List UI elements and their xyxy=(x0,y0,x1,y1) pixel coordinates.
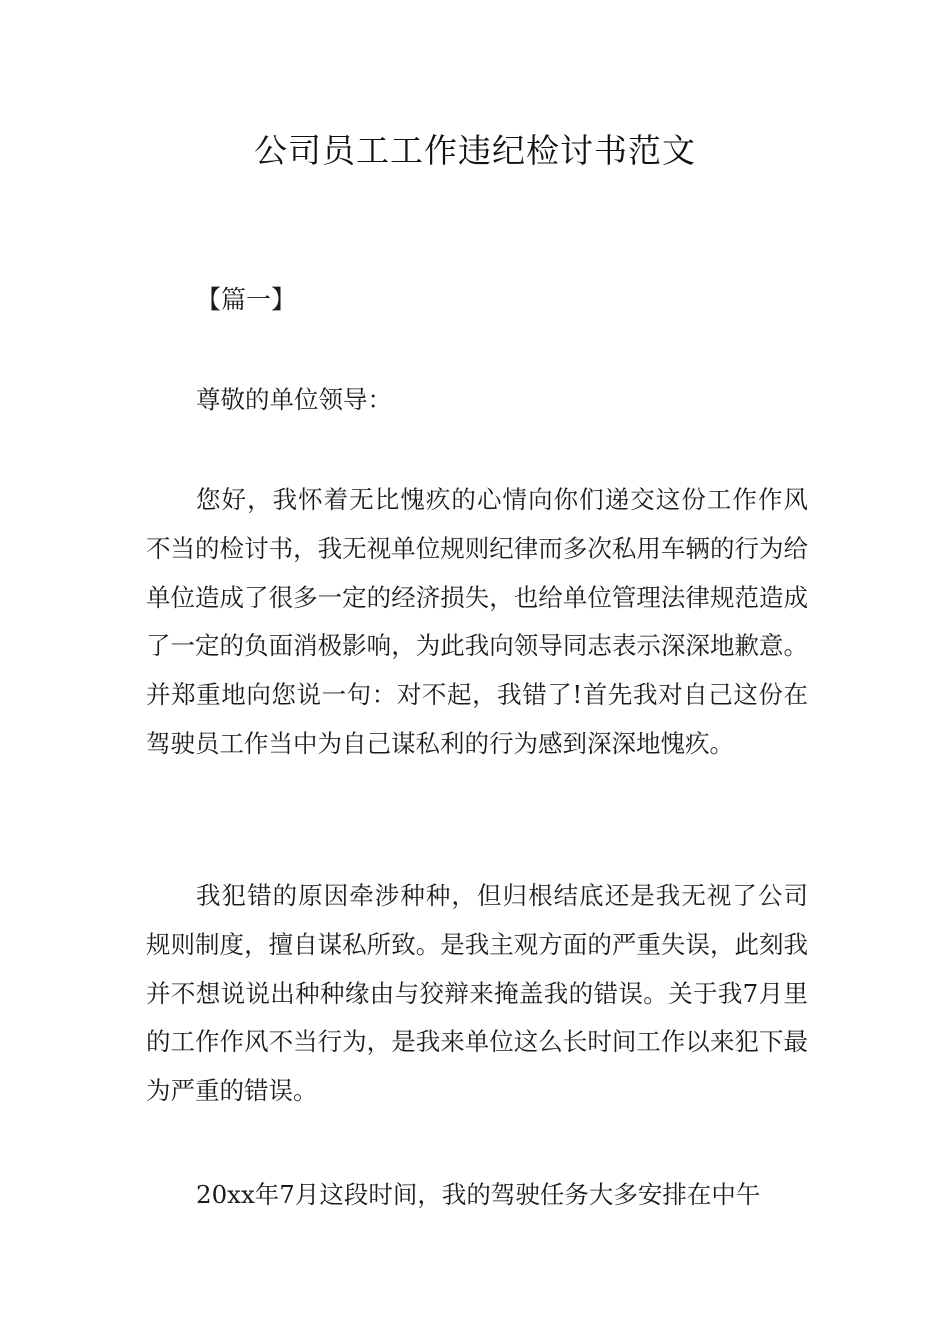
salutation: 尊敬的单位领导： xyxy=(196,385,392,414)
section-label: 【篇一】 xyxy=(196,285,297,314)
body-paragraph: 我犯错的原因牵涉种种，但归根结底还是我无视了公司规则制度，擅自谋私所致。是我主观方面的严重失误，此刻我并不想说说出种种缘由与狡辩来掩盖我的错误。关于我7月里的工作作风不当行为，是我来单位这么长时间工作以来犯下最为严重的错误。 xyxy=(146,881,808,1106)
document-title: 公司员工工作违纪检讨书范文 xyxy=(254,131,696,170)
body-paragraph: 20xx年7月这段时间，我的驾驶任务大多安排在中午 xyxy=(196,1180,761,1209)
body-paragraph: 您好，我怀着无比愧疚的心情向你们递交这份工作作风不当的检讨书，我无视单位规则纪律而多次私用车辆的行为给单位造成了很多一定的经济损失，也给单位管理法律规范造成了一定的负面消极影响，为此我向领导同志表示深深地歉意。并郑重地向您说一句：对不起，我错了!首先我对自己这份在驾驶员工作当中为自己谋私利的行为感到深深地愧疚。 xyxy=(146,485,808,758)
